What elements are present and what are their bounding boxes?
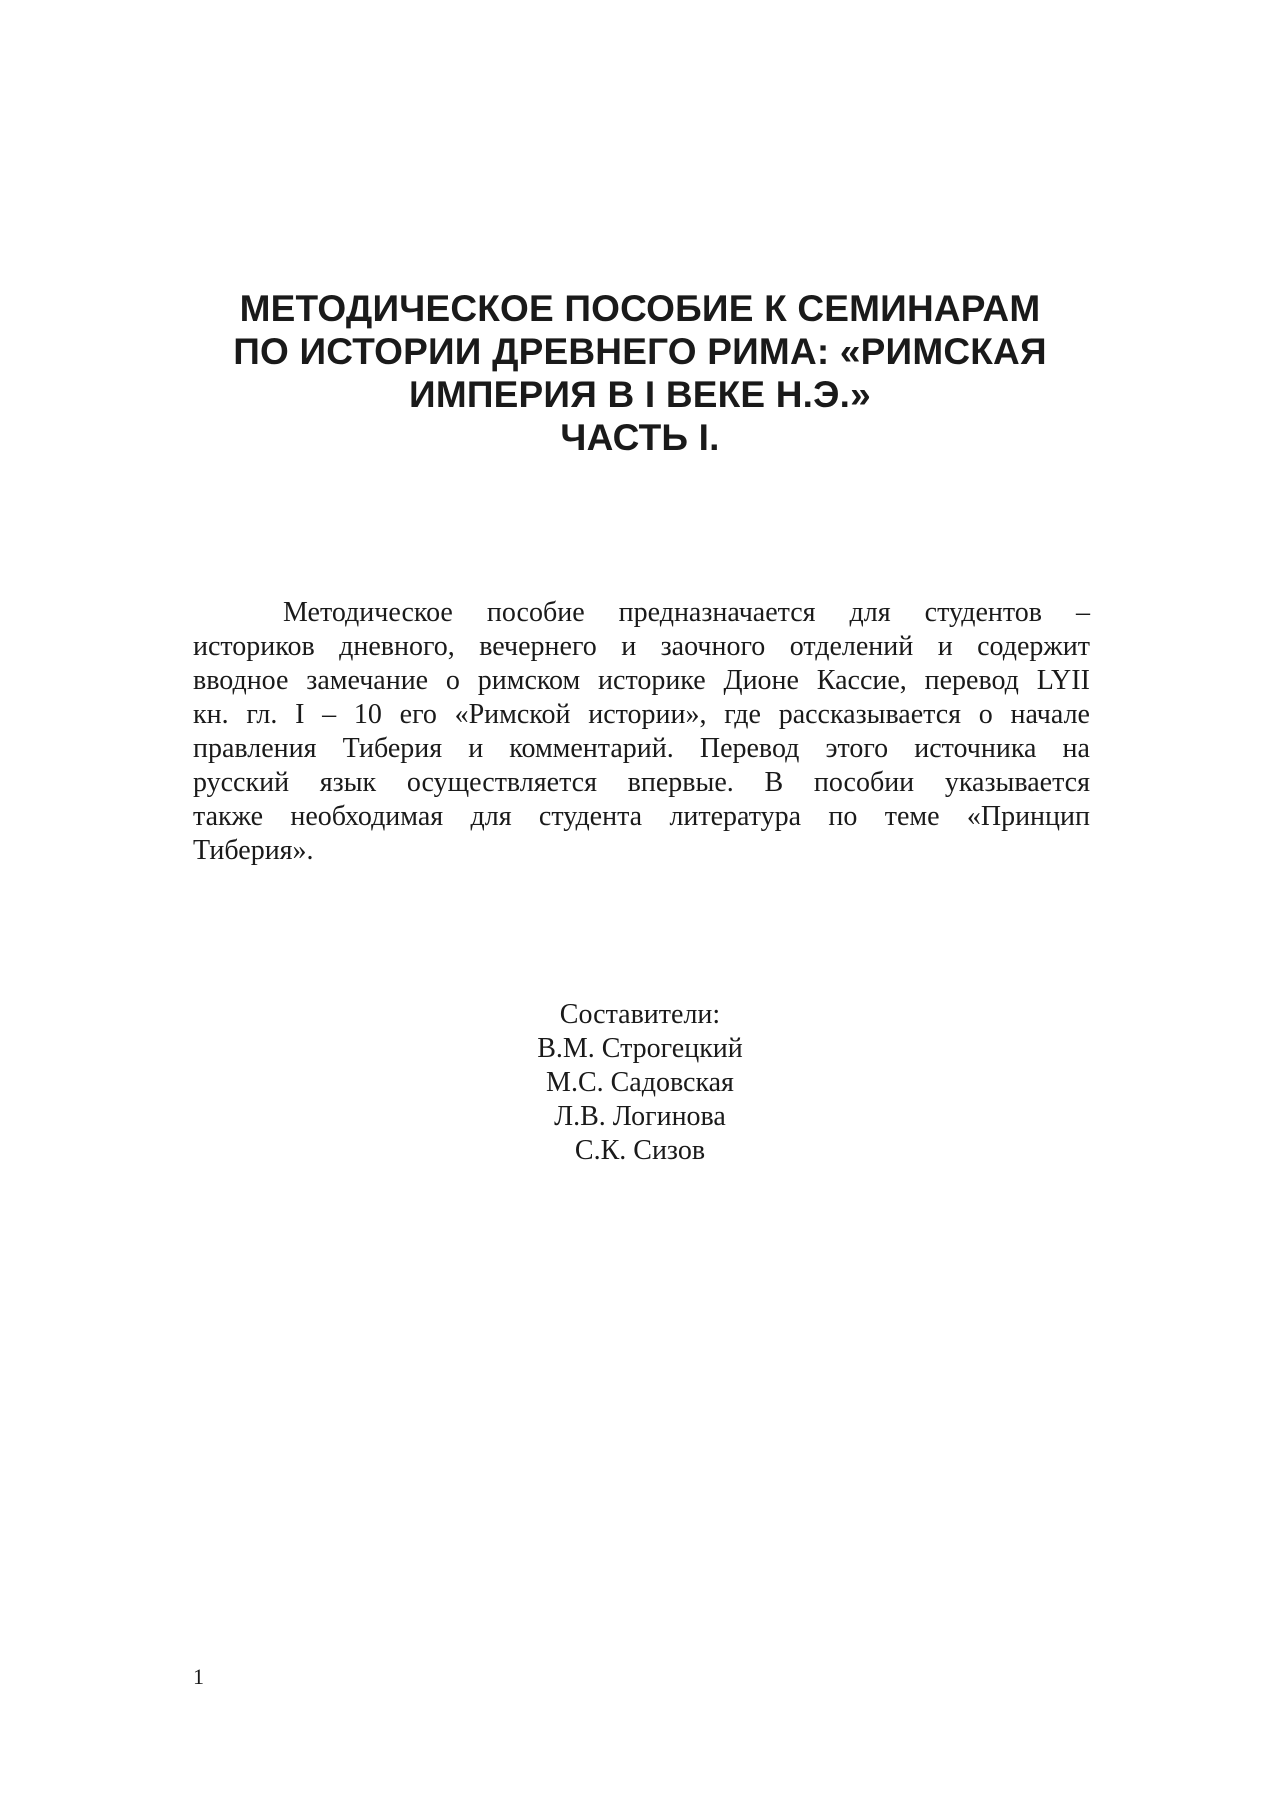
- author-name: Л.В. Логинова: [554, 1101, 726, 1132]
- abstract-word: историке: [598, 665, 706, 696]
- authors-heading: Составители:: [559, 999, 721, 1030]
- abstract-word: замечание: [306, 665, 429, 696]
- abstract-word: этого: [825, 733, 889, 764]
- abstract-word: LYII: [1036, 665, 1090, 696]
- abstract-word: Кассие,: [816, 665, 907, 696]
- abstract-word: его: [399, 699, 437, 730]
- abstract-word: –: [1075, 597, 1090, 628]
- abstract-word: студента: [538, 801, 643, 832]
- abstract-word: студентов: [924, 597, 1042, 628]
- abstract-word: В: [764, 767, 784, 798]
- abstract-word: пособии: [813, 767, 915, 798]
- abstract-line: [193, 630, 1090, 664]
- abstract-word: для: [849, 597, 891, 628]
- abstract-word: язык: [319, 767, 377, 798]
- abstract-word: и: [468, 733, 484, 764]
- abstract-word: вводное: [193, 665, 289, 696]
- abstract-word: русский: [193, 767, 290, 798]
- abstract-word: по: [828, 801, 858, 832]
- title-line-3: ИМПЕРИЯ В I ВЕКЕ Н.Э.»: [409, 374, 871, 415]
- abstract-word: Методическое: [283, 597, 453, 628]
- abstract-word: осуществляется: [406, 767, 597, 798]
- title-line-2: ПО ИСТОРИИ ДРЕВНЕГО РИМА: «РИМСКАЯ: [233, 331, 1047, 372]
- abstract-line: [193, 766, 1090, 800]
- abstract-word: также: [193, 801, 264, 832]
- abstract-word: указывается: [944, 767, 1090, 798]
- abstract-word: вечернего: [479, 631, 597, 662]
- abstract-line: [193, 800, 1090, 834]
- abstract-word: –: [322, 699, 337, 730]
- abstract-word: начале: [1010, 699, 1090, 730]
- abstract-word: и: [937, 631, 953, 662]
- abstract-word: пособие: [486, 597, 585, 628]
- abstract-word: где: [724, 699, 761, 730]
- abstract-word: гл.: [246, 699, 278, 730]
- abstract-word: Дионе: [723, 665, 799, 696]
- abstract-word: римском: [477, 665, 581, 696]
- abstract-line: [193, 834, 1090, 868]
- abstract-word: отделений: [789, 631, 914, 662]
- abstract-paragraph: [193, 596, 1090, 868]
- abstract-word: Тиберия: [342, 733, 443, 764]
- abstract-line: [193, 596, 1090, 630]
- abstract-line: [193, 732, 1090, 766]
- title-line-1: МЕТОДИЧЕСКОЕ ПОСОБИЕ К СЕМИНАРАМ: [239, 288, 1041, 329]
- abstract-word: заочного: [660, 631, 766, 662]
- abstract-word: содержит: [977, 631, 1090, 662]
- abstract-word: Тиберия».: [193, 835, 314, 866]
- authors-block: [440, 998, 840, 1168]
- abstract-word: комментарий.: [509, 733, 674, 764]
- abstract-line: [193, 664, 1090, 698]
- abstract-word: рассказывается: [778, 699, 962, 730]
- author-name: М.С. Садовская: [546, 1067, 734, 1098]
- author-name: В.М. Строгецкий: [537, 1033, 743, 1064]
- author-name: С.К. Сизов: [574, 1135, 706, 1166]
- abstract-word: кн.: [193, 699, 229, 730]
- abstract-word: I: [295, 699, 305, 730]
- abstract-word: «Римской: [454, 699, 571, 730]
- abstract-word: перевод: [924, 665, 1019, 696]
- abstract-word: «Принцип: [966, 801, 1090, 832]
- abstract-word: Перевод: [699, 733, 800, 764]
- abstract-line: [193, 698, 1090, 732]
- abstract-word: впервые.: [627, 767, 734, 798]
- abstract-word: на: [1062, 733, 1090, 764]
- abstract-word: правления: [193, 733, 317, 764]
- abstract-word: необходимая: [290, 801, 444, 832]
- abstract-word: 10: [353, 699, 382, 730]
- abstract-word: о: [978, 699, 993, 730]
- abstract-word: и: [621, 631, 637, 662]
- title-part-label: ЧАСТЬ I.: [560, 417, 720, 458]
- abstract-word: дневного,: [339, 631, 455, 662]
- document-title: [190, 287, 1090, 459]
- abstract-word: литература: [669, 801, 802, 832]
- abstract-word: теме: [884, 801, 940, 832]
- abstract-word: истории»,: [588, 699, 707, 730]
- page-number: 1: [193, 1664, 204, 1689]
- abstract-word: о: [445, 665, 460, 696]
- abstract-word: источника: [914, 733, 1037, 764]
- abstract-word: для: [470, 801, 512, 832]
- abstract-word: историков: [193, 631, 315, 662]
- abstract-word: предназначается: [618, 597, 816, 628]
